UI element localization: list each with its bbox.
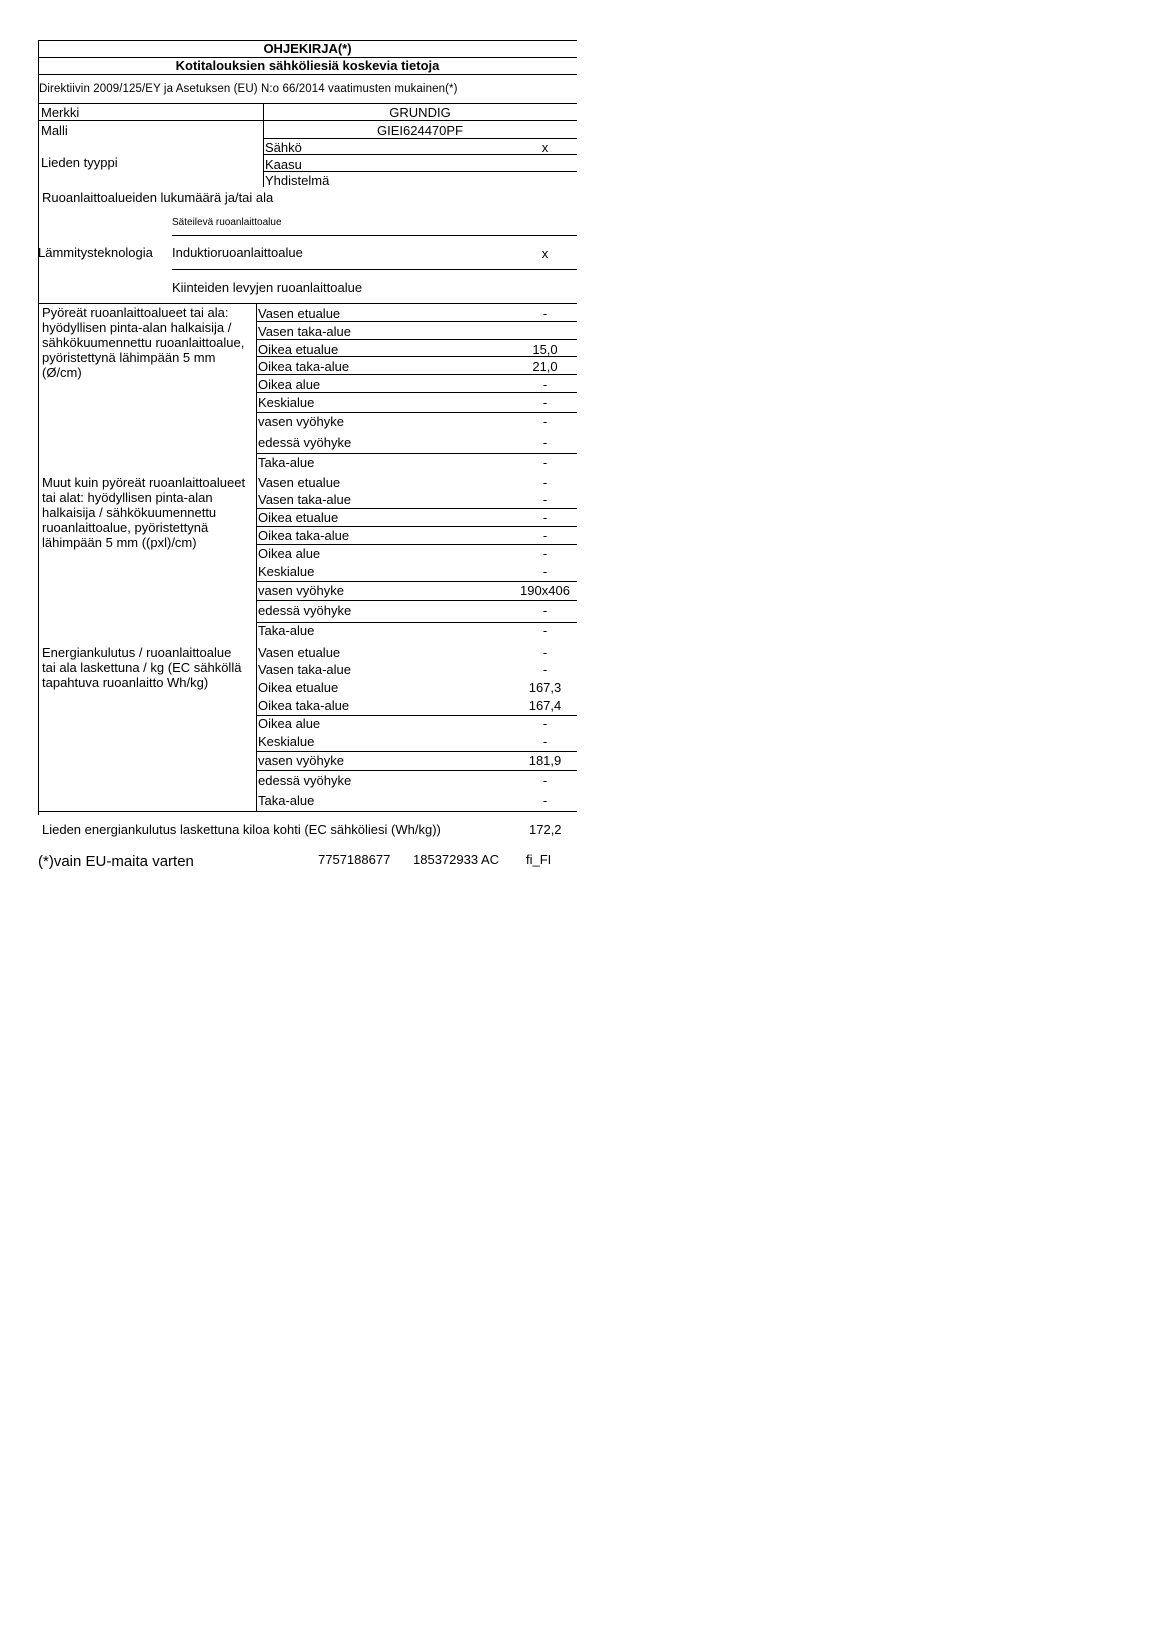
zone-value: - [542, 645, 548, 660]
zone-value: - [542, 475, 548, 490]
zone-name: Vasen taka-alue [258, 324, 351, 339]
heating-option: Induktioruoanlaittoalue [172, 245, 303, 260]
rule [256, 303, 257, 811]
zone-rule [256, 600, 577, 601]
zone-value: - [542, 377, 548, 392]
zone-name: edessä vyöhyke [258, 773, 352, 788]
zone-value: - [542, 395, 548, 410]
zone-name: Keskialue [258, 734, 315, 749]
rule [38, 103, 577, 104]
zone-name: Vasen taka-alue [258, 662, 351, 677]
zone-rule [256, 374, 577, 375]
cooker-type-option: Sähkö [265, 140, 302, 155]
zone-value: - [542, 734, 548, 749]
zone-rule [256, 751, 577, 752]
energy-zones-label: Energiankulutus / ruoanlaittoalue tai ala laskettuna / kg (EC sähköllä tapahtuva ruoanlaitto Wh/kg) [42, 645, 242, 690]
zone-name: Vasen etualue [258, 306, 341, 321]
zone-rule [256, 581, 577, 582]
non-round-zones-label: Muut kuin pyöreät ruoanlaittoalueet tai alat: hyödyllisen pinta-alan halkaisija / sähkökuumennettu ruoanlaittoalue, pyöristettynä lähimpään 5 mm ((pxl)/cm) [42, 475, 246, 550]
brand-label: Merkki [41, 105, 80, 120]
zone-name: vasen vyöhyke [258, 583, 344, 598]
zone-name: vasen vyöhyke [258, 753, 344, 768]
round-zones-label: Pyöreät ruoanlaittoalueet tai ala: hyödyllisen pinta-alan halkaisija / sähkökuumennettu ruoanlaittoalue, pyöristettynä lähimpään 5 mm (Ø/cm) [42, 305, 245, 380]
rule [38, 811, 577, 812]
zone-name: Vasen etualue [258, 645, 341, 660]
zone-rule [256, 508, 577, 509]
heating-mark: x [541, 246, 549, 261]
total-energy-label: Lieden energiankulutus laskettuna kiloa kohti (EC sähköliesi (Wh/kg)) [42, 822, 441, 837]
rule [263, 103, 264, 187]
doc-subtitle: Kotitalouksien sähköliesiä koskevia tietoja [175, 58, 440, 73]
footer-code2: 185372933 AC [413, 852, 500, 867]
zone-rule [256, 770, 577, 771]
zone-name: vasen vyöhyke [258, 414, 344, 429]
zone-value: - [542, 528, 548, 543]
zone-rule [256, 339, 577, 340]
zone-name: Oikea taka-alue [258, 528, 350, 543]
cooker-type-option: Kaasu [265, 157, 302, 172]
zone-value: - [542, 510, 548, 525]
total-energy-value: 172,2 [529, 822, 562, 837]
heating-option: Kiinteiden levyjen ruoanlaittoalue [172, 280, 363, 295]
zone-name: Oikea alue [258, 546, 321, 561]
zone-value: - [542, 492, 548, 507]
left-border [38, 40, 39, 815]
rule [172, 235, 577, 236]
zone-name: Keskialue [258, 395, 315, 410]
rule [172, 269, 577, 270]
doc-title: OHJEKIRJA(*) [263, 41, 352, 56]
model-value: GIEI624470PF [377, 123, 463, 138]
zone-value: 167,3 [528, 680, 562, 695]
zone-name: Oikea alue [258, 716, 321, 731]
zone-name: Oikea etualue [258, 680, 339, 695]
rule [263, 171, 577, 172]
zone-value: - [542, 546, 548, 561]
zone-name: Taka-alue [258, 623, 315, 638]
zone-name: Taka-alue [258, 455, 315, 470]
cooker-type-label: Lieden tyyppi [41, 155, 118, 170]
rule [38, 74, 577, 75]
zone-name: Oikea taka-alue [258, 698, 350, 713]
zone-value: - [542, 435, 548, 450]
zone-value: 15,0 [532, 342, 558, 357]
heating-option: Säteilevä ruoanlaittoalue [172, 217, 282, 228]
rule [38, 303, 577, 304]
zone-name: Oikea etualue [258, 510, 339, 525]
zone-value: - [542, 306, 548, 321]
footer-locale: fi_FI [526, 852, 552, 867]
footer-code1: 7757188677 [318, 852, 391, 867]
directive-text: Direktiivin 2009/125/EY ja Asetuksen (EU) N:o 66/2014 vaatimusten mukainen(*) [39, 83, 458, 95]
rule [263, 154, 577, 155]
zone-value: - [542, 564, 548, 579]
zone-name: edessä vyöhyke [258, 435, 352, 450]
zone-name: Oikea taka-alue [258, 359, 350, 374]
zone-name: Oikea alue [258, 377, 321, 392]
zone-value: - [542, 623, 548, 638]
zone-value: 181,9 [528, 753, 562, 768]
zone-rule [256, 392, 577, 393]
cooker-type-mark: x [541, 140, 549, 155]
zone-value: 167,4 [528, 698, 562, 713]
zone-name: Vasen etualue [258, 475, 341, 490]
zone-rule [256, 544, 577, 545]
zones-count-label: Ruoanlaittoalueiden lukumäärä ja/tai ala [42, 190, 274, 205]
zone-rule [256, 453, 577, 454]
zone-name: Keskialue [258, 564, 315, 579]
zone-name: Vasen taka-alue [258, 492, 351, 507]
brand-value: GRUNDIG [389, 105, 451, 120]
zone-value: - [542, 455, 548, 470]
zone-value: - [542, 414, 548, 429]
cooker-type-option: Yhdistelmä [265, 173, 330, 188]
zone-value: - [542, 716, 548, 731]
zone-rule [256, 321, 577, 322]
rule [263, 138, 577, 139]
zone-rule [256, 412, 577, 413]
zone-rule [256, 526, 577, 527]
zone-value: - [542, 603, 548, 618]
zone-value: - [542, 793, 548, 808]
zone-value: - [542, 662, 548, 677]
rule [38, 120, 577, 121]
zone-name: edessä vyöhyke [258, 603, 352, 618]
zone-value: - [542, 773, 548, 788]
zone-value: 21,0 [532, 359, 558, 374]
zone-rule [256, 356, 577, 357]
zone-name: Taka-alue [258, 793, 315, 808]
model-label: Malli [41, 123, 68, 138]
zone-value: 190x406 [520, 583, 570, 598]
footer-note: (*)vain EU-maita varten [38, 853, 194, 870]
heating-label: Lämmitysteknologia [38, 245, 153, 260]
zone-name: Oikea etualue [258, 342, 339, 357]
